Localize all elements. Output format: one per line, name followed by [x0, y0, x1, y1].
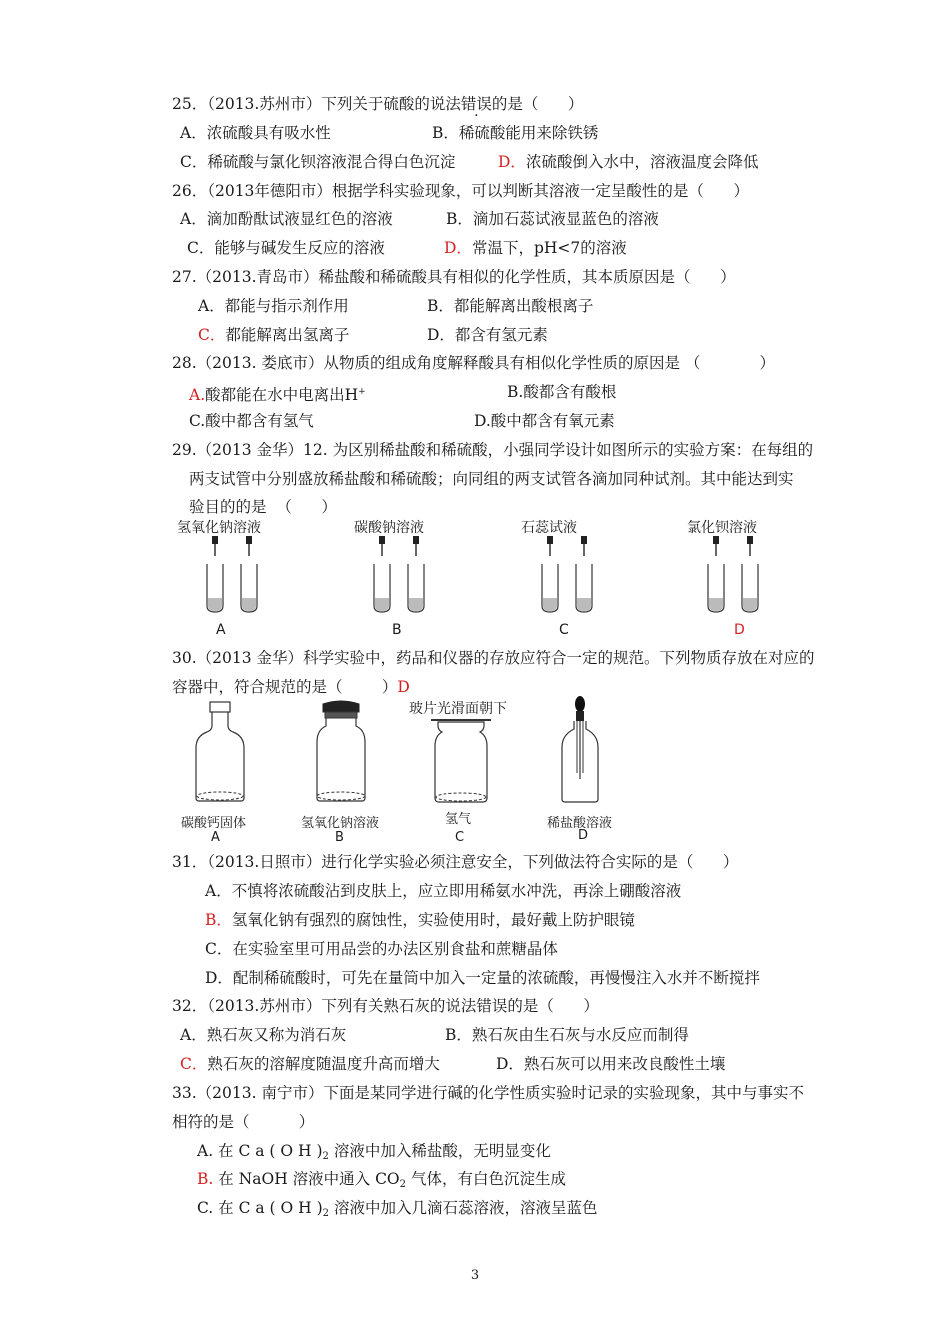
q30-line-1: 30.（2013 金华）科学实验中，药品和仪器的存放应符合一定的规范。下列物质存放在对应的: [172, 649, 815, 667]
figure-label: 氯化钡溶液: [687, 520, 757, 536]
q25-option-a: A．浓硫酸具有吸水性: [180, 124, 331, 142]
rubber-stopper-bottle-b: [313, 700, 369, 804]
figure-top-label: 玻片光滑面朝下: [409, 701, 507, 717]
q26-option-d: D．常温下，pH<7的溶液: [444, 239, 627, 257]
q33-line-1: 33.（2013. 南宁市）下面是某同学进行碱的化学性质实验时记录的实验现象，其中与事实不: [172, 1084, 804, 1102]
q31-option-a: A．不慎将浓硫酸沾到皮肤上，应立即用稀氨水冲洗，再涂上硼酸溶液: [205, 882, 682, 900]
q33-option-c: C. 在 C a ( O H )$_2$ 溶液中加入几滴石蕊溶液，溶液呈蓝色: [197, 1199, 598, 1219]
q27-option-d: D．都含有氢元素: [427, 326, 548, 344]
q29-line-2: 两支试管中分别盛放稀盐酸和稀硫酸；向同组的两支试管各滴加同种试剂。其中能达到实: [189, 470, 794, 488]
q27-option-b: B．都能解离出酸根离子: [427, 297, 594, 315]
dropper-bottle-d: [558, 695, 602, 805]
q28-stem: 28.（2013. 娄底市）从物质的组成角度解释酸具有相似化学性质的原因是 （ ）: [172, 354, 776, 372]
q26-option-b: B．滴加石蕊试液显蓝色的溶液: [446, 210, 659, 228]
gas-jar-c: [430, 716, 492, 804]
q31-stem: 31．（2013.日照市）进行化学实验必须注意安全，下列做法符合实际的是（ ）: [172, 853, 739, 871]
q30-line-2: 容器中，符合规范的是（ ）D: [172, 678, 410, 696]
q26-stem: 26．（2013年德阳市）根据学科实验现象，可以判断其溶液一定呈酸性的是（ ）: [172, 182, 749, 200]
figure-letter: B: [335, 830, 344, 845]
figure-letter: B: [392, 622, 402, 638]
q33-line-2: 相符的是（ ）: [172, 1113, 315, 1131]
q25-option-b: B．稀硫酸能用来除铁锈: [432, 124, 599, 142]
q33-option-b: B. 在 NaOH 溶液中通入 $CO_2$ 气体，有白色沉淀生成: [197, 1170, 566, 1190]
figure-letter: C: [455, 830, 465, 845]
figure-label: 碳酸钠溶液: [354, 520, 424, 536]
test-tube-pair-c: [535, 536, 605, 616]
q26-option-c: C．能够与碱发生反应的溶液: [187, 239, 385, 257]
figure-label: 氢气: [445, 812, 472, 827]
test-tube-pair-d: [701, 536, 771, 616]
q33-option-a: A. 在 C a ( O H )$_2$ 溶液中加入稀盐酸，无明显变化: [197, 1142, 551, 1162]
q27-option-a: A．都能与指示剂作用: [198, 297, 349, 315]
q27-stem: 27.（2013.青岛市）稀盐酸和稀硫酸具有相似的化学性质，其本质原因是（ ）: [172, 268, 736, 286]
figure-letter: A: [211, 830, 220, 845]
q32-option-c: C．熟石灰的溶解度随温度升高而增大: [180, 1055, 440, 1073]
wide-mouth-bottle-a: [193, 700, 247, 804]
figure-label: 碳酸钙固体: [181, 816, 247, 831]
figure-label: 氢氧化钠溶液: [177, 520, 261, 536]
q32-option-a: A．熟石灰又称为消石灰: [180, 1026, 347, 1044]
figure-letter-answer: D: [734, 622, 745, 638]
q28-option-a: A.酸都能在水中电离出H+: [189, 386, 366, 404]
q31-option-c: C．在实验室里可用品尝的办法区别食盐和蔗糖晶体: [205, 940, 558, 958]
figure-label: 石蕊试液: [521, 520, 577, 536]
q27-option-c: C．都能解离出氢离子: [198, 326, 350, 344]
q25-option-c: C．稀硫酸与氯化钡溶液混合得白色沉淀: [180, 153, 456, 171]
q32-option-b: B．熟石灰由生石灰与水反应而制得: [445, 1026, 689, 1044]
q32-option-d: D．熟石灰可以用来改良酸性土壤: [496, 1055, 726, 1073]
figure-letter: C: [559, 622, 569, 638]
q29-line-3: 验目的的是 （ ）: [189, 498, 337, 516]
test-tube-pair-a: [200, 536, 270, 616]
q28-option-b: B.酸都含有酸根: [507, 383, 617, 401]
q32-stem: 32．（2013.苏州市）下列有关熟石灰的说法错误的是（ ）: [172, 997, 599, 1015]
q28-option-c: C.酸中都含有氢气: [189, 412, 314, 430]
q26-option-a: A．滴加酚酞试液显红色的溶液: [180, 210, 393, 228]
q31-option-b: B．氢氧化钠有强烈的腐蚀性，实验使用时，最好戴上防护眼镜: [205, 911, 635, 929]
figure-letter: A: [216, 622, 226, 638]
q31-option-d: D．配制稀硫酸时，可先在量筒中加入一定量的浓硫酸，再慢慢注入水并不断搅拌: [205, 969, 760, 987]
q25-stem: 25．（2013.苏州市）下列关于硫酸的说法错误的是（ ）: [172, 95, 584, 113]
figure-letter: D: [578, 828, 589, 843]
test-tube-pair-b: [367, 536, 437, 616]
page-number: 3: [470, 1268, 480, 1283]
figure-label: 稀盐酸溶液: [547, 816, 613, 831]
q29-line-1: 29.（2013 金华）12. 为区别稀盐酸和稀硫酸，小强同学设计如图所示的实验方案：在每组的: [172, 441, 814, 459]
figure-label: 氢氧化钠溶液: [301, 816, 380, 831]
q28-option-d: D.酸中都含有氧元素: [474, 412, 615, 430]
q25-option-d: D．浓硫酸倒入水中，溶液温度会降低: [498, 153, 759, 171]
